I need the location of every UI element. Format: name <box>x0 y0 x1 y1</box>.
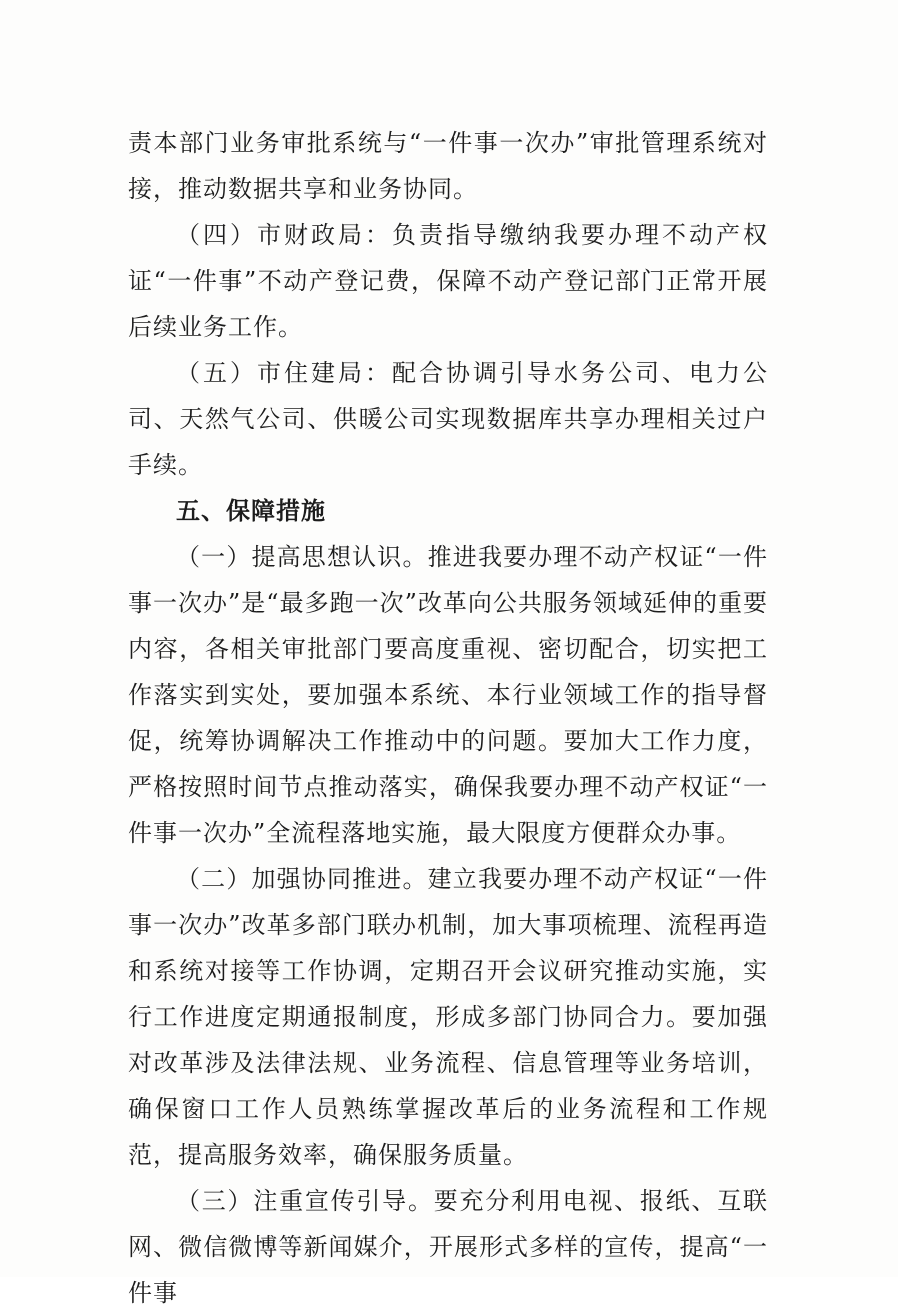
paragraph-item-5-housing-bureau: （五）市住建局：配合协调引导水务公司、电力公司、天然气公司、供暖公司实现数据库共享办理相关过户手续。 <box>128 359 768 479</box>
paragraph-measure-3: （三）注重宣传引导。要充分利用电视、报纸、互联网、微信微博等新闻媒介，开展形式多样的宣传，提高“一件事 <box>128 1187 768 1307</box>
document-body <box>128 120 768 1316</box>
paragraph-item-4-finance-bureau: （四）市财政局：负责指导缴纳我要办理不动产权证“一件事”不动产登记费，保障不动产登记部门正常开展后续业务工作。 <box>128 221 768 341</box>
paragraph-measure-2: （二）加强协同推进。建立我要办理不动产权证“一件事一次办”改革多部门联办机制，加大事项梳理、流程再造和系统对接等工作协调，定期召开会议研究推动实施，实行工作进度定期通报制度，形成多部门协同合力。要加强对改革涉及法律法规、业务流程、信息管理等业务培训，确保窗口工作人员熟练掌握改革后的业务流程和工作规范，提高服务效率，确保服务质量。 <box>128 865 768 1169</box>
paragraph-measure-1: （一）提高思想认识。推进我要办理不动产权证“一件事一次办”是“最多跑一次”改革向公共服务领域延伸的重要内容，各相关审批部门要高度重视、密切配合，切实把工作落实到实处，要加强本系统、本行业领域工作的指导督促，统筹协调解决工作推动中的问题。要加大工作力度，严格按照时间节点推动落实，确保我要办理不动产权证“一件事一次办”全流程落地实施，最大限度方便群众办事。 <box>128 543 768 847</box>
section-heading-5: 五、保障措施 <box>176 497 326 525</box>
paragraph-continuation: 责本部门业务审批系统与“一件事一次办”审批管理系统对接，推动数据共享和业务协同。 <box>128 129 768 203</box>
